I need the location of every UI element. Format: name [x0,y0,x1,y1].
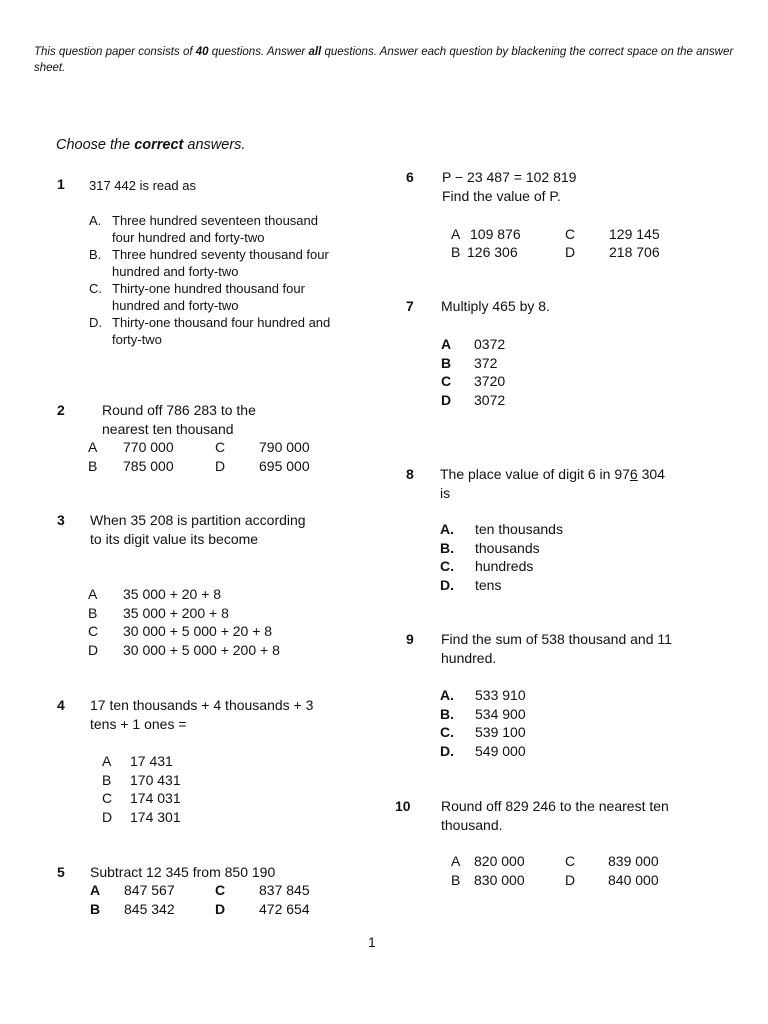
question-text: Find the value of P. [442,188,561,204]
option-text: 533 910 [475,687,526,703]
option-letter: A [451,226,461,242]
option-letter: A. [440,521,454,537]
question-number: 2 [57,402,65,418]
option-letter: D. [89,315,102,330]
option-letter: C [215,882,226,898]
option [440,539,563,558]
option [441,335,505,354]
question-number: 8 [406,466,414,482]
option-letter: B. [440,705,454,722]
question-options [88,585,280,659]
option-letter: C [102,790,113,806]
option-text: 830 000 [474,872,525,888]
question-number: 5 [57,864,65,880]
question-text: When 35 208 is partition according to its digit value its become [90,512,306,547]
option-letter: A [102,753,112,769]
option-letter: D [565,872,576,888]
option-letter: B [90,901,101,917]
option-text: ten thousands [475,521,563,537]
question-options [440,686,526,760]
option-text: 695 000 [259,458,310,474]
option [89,280,339,314]
option-text: 839 000 [608,853,659,869]
option [102,752,181,771]
option-text: Three hundred seventy thousand four hundred and forty-two [112,247,329,279]
option [88,641,280,660]
option-text: 785 000 [123,458,174,474]
question-text: Subtract 12 345 from 850 190 [90,864,276,880]
header-emph-all: all [308,46,322,58]
option-text: 549 000 [475,742,526,759]
option [89,212,339,246]
option-text: 17 431 [130,753,173,769]
question-number: 10 [395,798,411,814]
option-text: 845 342 [124,901,175,917]
option-letter: A [88,586,98,602]
option-text: 30 000 + 5 000 + 20 + 8 [123,623,273,639]
option-text: 847 567 [124,882,175,898]
option-letter: B [88,458,98,474]
question-text-post: 304 [637,466,665,482]
question-number: 3 [57,512,65,528]
instruction-pre: Choose the [56,137,135,153]
question-options [89,212,339,348]
question-text-pre: The place value of digit 6 in 97 [440,466,630,482]
instruction-post: answers. [183,137,246,153]
option [440,742,526,761]
option-text: Thirty-one hundred thousand four hundred and forty-two [112,281,305,313]
question-number: 4 [57,697,65,713]
option-text: 3720 [474,373,506,389]
header-text-3: questions. Answer each question by blackening the correct space on the answer sheet. [34,46,734,74]
option-letter: C [215,439,226,455]
option-letter: C. [440,558,454,574]
option-letter: C [565,853,576,869]
equation-text: P − 23 487 = 102 819 [442,169,577,185]
option [440,705,526,724]
option-letter: D [215,458,226,474]
option-letter: D [441,391,452,408]
option-letter: A. [440,687,454,703]
option-letter: D [88,641,99,658]
paper-instructions [34,44,734,76]
option-text: 35 000 + 20 + 8 [123,586,222,602]
option-text: 790 000 [259,439,310,455]
option [88,585,280,604]
option [440,576,563,595]
option [88,622,280,641]
question-text: Find the sum of 538 thousand and 11 [441,631,672,647]
option-text: hundreds [475,558,534,574]
option-text: 372 [474,354,498,371]
underlined-digit: 6 [629,466,638,482]
option [88,604,280,623]
option [102,789,181,808]
option-letter: D [215,901,226,917]
option-text: 126 306 [467,244,518,260]
option [102,771,181,790]
option-text: Three hundred seventeen thousand four hundred and forty-two [112,213,318,245]
option-text: thousands [475,539,540,556]
header-text-2: questions. Answer [208,46,309,58]
question-count: 40 [195,46,209,58]
option [440,723,526,742]
option-letter: B [102,771,112,788]
question-options [441,335,505,409]
header-text-1: This question paper consists of [34,46,196,58]
option-text: 837 845 [259,882,310,898]
option-text: 218 706 [609,244,660,260]
option-text: tens [475,576,502,593]
option-text: 0372 [474,336,506,352]
option-letter: D. [440,742,454,759]
option-text: 109 876 [470,226,521,242]
option [440,557,563,576]
option-text: 170 431 [130,771,181,788]
option-text: 770 000 [123,439,174,455]
question-text: 317 442 is read as [89,178,196,193]
option-letter: D [102,808,113,825]
option-text: 840 000 [608,872,659,888]
option-letter: B. [440,539,454,556]
option [440,686,526,705]
page-number: 1 [368,934,376,950]
option-letter: B [441,354,452,371]
question-text: Multiply 465 by 8. [441,298,550,314]
option [441,354,505,373]
question-options [440,520,563,594]
question-text: 17 ten thousands + 4 thousands + 3 tens + 1 ones = [90,697,314,732]
option-letter: C. [89,281,102,296]
question-text: Round off 829 246 to the nearest ten [441,798,669,814]
option-text: 472 654 [259,901,310,917]
option-letter: B [451,244,461,260]
option-text: 174 301 [130,808,181,825]
option-letter: B. [89,247,102,262]
question-text [440,465,665,484]
question-number: 1 [57,176,65,192]
option-letter: A [441,336,452,352]
option-text: 539 100 [475,724,526,740]
question-text-line2: is [440,485,451,501]
question-options [102,752,181,826]
question-text-line2: thousand. [441,817,503,833]
option-text: 35 000 + 200 + 8 [123,604,229,621]
option [89,246,339,280]
section-instruction [56,137,245,153]
option-letter: A [90,882,101,898]
option-text: 129 145 [609,226,660,242]
option [102,808,181,827]
option-letter: D. [440,576,454,593]
question-number: 7 [406,298,414,314]
option [441,372,505,391]
option-letter: A [451,853,461,869]
option-letter: C [565,226,576,242]
option-letter: A [88,439,98,455]
option [441,391,505,410]
instruction-emph: correct [134,137,184,153]
option-letter: B [88,604,98,621]
question-text-line2: hundred. [441,650,497,666]
option-text: 534 900 [475,705,526,722]
option-letter: C. [440,724,454,740]
option-text: 3072 [474,391,506,408]
option-letter: B [451,872,461,888]
option-letter: A. [89,213,102,228]
option-letter: C [441,373,452,389]
option-text: 820 000 [474,853,525,869]
question-number: 6 [406,169,414,185]
option-text: Thirty-one thousand four hundred and forty-two [112,315,331,347]
question-number: 9 [406,631,414,647]
option-letter: C [88,623,99,639]
option [89,314,339,348]
option-text: 174 031 [130,790,181,806]
question-text: Round off 786 283 to the nearest ten thousand [102,402,256,437]
option [440,520,563,539]
option-text: 30 000 + 5 000 + 200 + 8 [123,641,280,658]
option-letter: D [565,244,576,260]
